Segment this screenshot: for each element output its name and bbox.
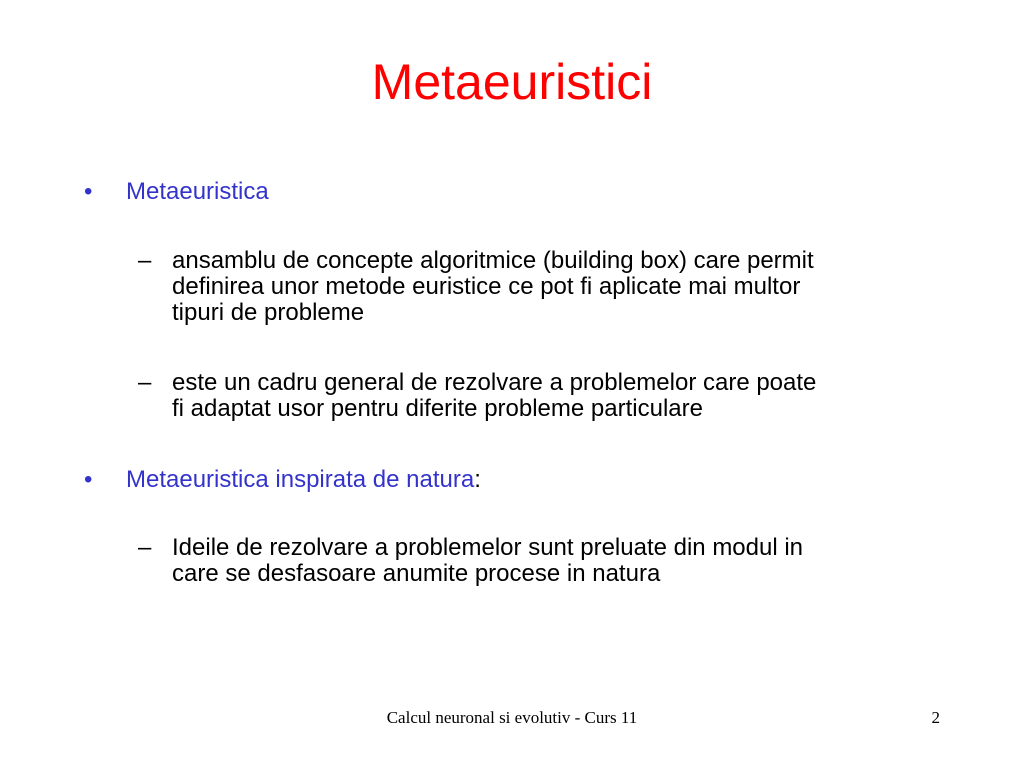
bullet-suffix: : xyxy=(474,466,481,493)
sub-item-line: fi adaptat usor pentru diferite probleme particulare xyxy=(172,395,703,422)
bullet-label: Metaeuristica inspirata de natura xyxy=(126,466,475,493)
bullet-marker: • xyxy=(84,466,93,493)
dash-marker: – xyxy=(138,534,152,561)
bullet-text xyxy=(126,178,269,206)
dash-marker: – xyxy=(138,247,152,274)
sub-item-line: definirea unor metode euristice ce pot fi aplicate mai multor xyxy=(172,273,801,300)
sub-item xyxy=(138,535,948,587)
slide-title: Metaeuristici xyxy=(371,54,653,110)
sub-item xyxy=(138,370,948,422)
bullet-label: Metaeuristica xyxy=(126,178,269,205)
footer-course-title: Calcul neuronal si evolutiv - Curs 11 xyxy=(386,708,638,727)
footer-page-number: 2 xyxy=(931,708,940,727)
bullet-text xyxy=(126,466,481,494)
sub-item-line: tipuri de probleme xyxy=(172,299,365,326)
sub-item-line: care se desfasoare anumite procese in natura xyxy=(172,560,661,587)
bullet-marker: • xyxy=(84,178,93,205)
dash-marker: – xyxy=(138,369,152,396)
sub-item-line: Ideile de rezolvare a problemelor sunt preluate din modul in xyxy=(172,534,804,561)
sub-item-line: este un cadru general de rezolvare a problemelor care poate xyxy=(172,369,817,396)
sub-item xyxy=(138,248,948,326)
sub-item-line: ansamblu de concepte algoritmice (building box) care permit xyxy=(172,247,814,274)
